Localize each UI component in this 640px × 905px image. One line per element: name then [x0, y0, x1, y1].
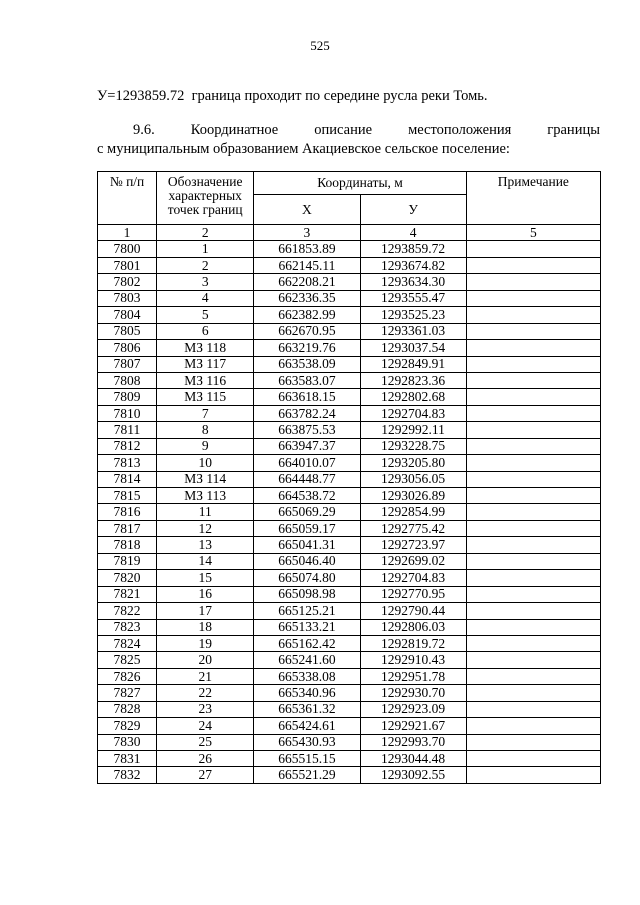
cell-y: 1293026.89	[360, 488, 466, 504]
cell-x: 663219.76	[254, 340, 360, 356]
cell-number: 7831	[98, 751, 157, 767]
table-row	[98, 685, 601, 701]
cell-x: 662145.11	[254, 257, 360, 273]
cell-note	[466, 438, 600, 454]
cell-x: 665424.61	[254, 718, 360, 734]
cell-number: 7807	[98, 356, 157, 372]
cell-y: 1293037.54	[360, 340, 466, 356]
cell-designation: 5	[157, 307, 254, 323]
cell-y: 1292910.43	[360, 652, 466, 668]
table-row	[98, 701, 601, 717]
header-y: У	[360, 195, 466, 225]
cell-x: 663782.24	[254, 405, 360, 421]
table-row	[98, 307, 601, 323]
cell-number: 7823	[98, 619, 157, 635]
cell-number: 7806	[98, 340, 157, 356]
cell-note	[466, 537, 600, 553]
cell-note	[466, 718, 600, 734]
cell-y: 1292704.83	[360, 405, 466, 421]
cell-x: 664538.72	[254, 488, 360, 504]
cell-number: 7815	[98, 488, 157, 504]
table-row	[98, 570, 601, 586]
cell-x: 665361.32	[254, 701, 360, 717]
section-heading	[97, 121, 600, 159]
cell-note	[466, 274, 600, 290]
cell-x: 665098.98	[254, 586, 360, 602]
cell-note	[466, 734, 600, 750]
cell-y: 1292723.97	[360, 537, 466, 553]
table-row	[98, 257, 601, 273]
cell-number: 7801	[98, 257, 157, 273]
table-row	[98, 290, 601, 306]
table-row	[98, 586, 601, 602]
column-number: 3	[254, 225, 360, 241]
cell-note	[466, 290, 600, 306]
cell-x: 663947.37	[254, 438, 360, 454]
cell-y: 1292770.95	[360, 586, 466, 602]
table-row	[98, 323, 601, 339]
cell-y: 1292992.11	[360, 422, 466, 438]
table-row	[98, 603, 601, 619]
cell-designation: 27	[157, 767, 254, 783]
table-row	[98, 553, 601, 569]
coordinates-table	[97, 171, 601, 784]
cell-note	[466, 422, 600, 438]
cell-designation: 8	[157, 422, 254, 438]
cell-note	[466, 488, 600, 504]
table-row	[98, 274, 601, 290]
cell-x: 665162.42	[254, 635, 360, 651]
cell-designation: МЗ 117	[157, 356, 254, 372]
cell-designation: 19	[157, 635, 254, 651]
cell-x: 665046.40	[254, 553, 360, 569]
cell-designation: 25	[157, 734, 254, 750]
cell-note	[466, 603, 600, 619]
cell-designation: 13	[157, 537, 254, 553]
cell-designation: МЗ 116	[157, 372, 254, 388]
cell-note	[466, 751, 600, 767]
cell-number: 7826	[98, 668, 157, 684]
table-row	[98, 422, 601, 438]
cell-x: 663538.09	[254, 356, 360, 372]
cell-number: 7812	[98, 438, 157, 454]
cell-designation: 16	[157, 586, 254, 602]
cell-x: 665041.31	[254, 537, 360, 553]
cell-number: 7824	[98, 635, 157, 651]
section-word: описание	[314, 122, 373, 138]
cell-number: 7816	[98, 504, 157, 520]
header-designation: Обозначение характерных точек границ	[157, 172, 254, 225]
cell-designation: 10	[157, 455, 254, 471]
cell-x: 663875.53	[254, 422, 360, 438]
cell-designation: 22	[157, 685, 254, 701]
cell-number: 7804	[98, 307, 157, 323]
table-row	[98, 504, 601, 520]
cell-note	[466, 652, 600, 668]
cell-designation: 17	[157, 603, 254, 619]
cell-note	[466, 340, 600, 356]
column-number: 2	[157, 225, 254, 241]
cell-y: 1292951.78	[360, 668, 466, 684]
cell-number: 7821	[98, 586, 157, 602]
cell-designation: 1	[157, 241, 254, 257]
table-row	[98, 537, 601, 553]
cell-y: 1292819.72	[360, 635, 466, 651]
cell-note	[466, 504, 600, 520]
cell-note	[466, 685, 600, 701]
cell-y: 1292704.83	[360, 570, 466, 586]
cell-designation: 12	[157, 520, 254, 536]
cell-y: 1292849.91	[360, 356, 466, 372]
cell-y: 1292921.67	[360, 718, 466, 734]
cell-x: 661853.89	[254, 241, 360, 257]
cell-designation: МЗ 114	[157, 471, 254, 487]
cell-designation: 18	[157, 619, 254, 635]
cell-note	[466, 405, 600, 421]
cell-designation: 20	[157, 652, 254, 668]
cell-note	[466, 323, 600, 339]
cell-number: 7800	[98, 241, 157, 257]
column-number: 1	[98, 225, 157, 241]
cell-number: 7819	[98, 553, 157, 569]
cell-designation: 21	[157, 668, 254, 684]
table-row	[98, 652, 601, 668]
cell-x: 664010.07	[254, 455, 360, 471]
cell-note	[466, 668, 600, 684]
cell-note	[466, 471, 600, 487]
cell-number: 7818	[98, 537, 157, 553]
page-number: 525	[310, 38, 330, 53]
column-number: 5	[466, 225, 600, 241]
table-row	[98, 767, 601, 783]
section-number: 9.6.	[133, 122, 155, 138]
cell-y: 1292993.70	[360, 734, 466, 750]
table-row	[98, 734, 601, 750]
table-row	[98, 389, 601, 405]
cell-designation: 3	[157, 274, 254, 290]
cell-note	[466, 455, 600, 471]
cell-x: 665338.08	[254, 668, 360, 684]
cell-note	[466, 635, 600, 651]
column-numbers-row	[98, 225, 601, 241]
table-row	[98, 438, 601, 454]
cell-note	[466, 767, 600, 783]
cell-x: 665521.29	[254, 767, 360, 783]
cell-note	[466, 619, 600, 635]
cell-designation: 14	[157, 553, 254, 569]
cell-designation: 2	[157, 257, 254, 273]
cell-y: 1292806.03	[360, 619, 466, 635]
cell-number: 7803	[98, 290, 157, 306]
cell-designation: МЗ 115	[157, 389, 254, 405]
cell-number: 7832	[98, 767, 157, 783]
cell-number: 7820	[98, 570, 157, 586]
cell-x: 665074.80	[254, 570, 360, 586]
cell-designation: 23	[157, 701, 254, 717]
cell-designation: 24	[157, 718, 254, 734]
cell-designation: 26	[157, 751, 254, 767]
header-note: Примечание	[466, 172, 600, 225]
cell-x: 665340.96	[254, 685, 360, 701]
cell-designation: МЗ 118	[157, 340, 254, 356]
section-heading-second-line: с муниципальным образованием Акациевское сельское поселение:	[97, 141, 510, 157]
header-coordinates: Координаты, м	[254, 172, 466, 195]
cell-x: 663618.15	[254, 389, 360, 405]
cell-note	[466, 586, 600, 602]
cell-number: 7811	[98, 422, 157, 438]
cell-y: 1293044.48	[360, 751, 466, 767]
cell-x: 662208.21	[254, 274, 360, 290]
cell-y: 1292775.42	[360, 520, 466, 536]
cell-number: 7802	[98, 274, 157, 290]
cell-x: 665133.21	[254, 619, 360, 635]
cell-designation: 15	[157, 570, 254, 586]
cell-y: 1292802.68	[360, 389, 466, 405]
cell-y: 1293205.80	[360, 455, 466, 471]
table-row	[98, 405, 601, 421]
cell-x: 663583.07	[254, 372, 360, 388]
section-word: Координатное	[190, 122, 279, 138]
cell-designation: 6	[157, 323, 254, 339]
cell-designation: МЗ 113	[157, 488, 254, 504]
cell-note	[466, 241, 600, 257]
cell-y: 1292790.44	[360, 603, 466, 619]
section-word: местоположения	[408, 122, 512, 138]
cell-y: 1293056.05	[360, 471, 466, 487]
cell-x: 665069.29	[254, 504, 360, 520]
cell-y: 1293228.75	[360, 438, 466, 454]
table-row	[98, 635, 601, 651]
cell-number: 7809	[98, 389, 157, 405]
cell-designation: 11	[157, 504, 254, 520]
cell-y: 1293361.03	[360, 323, 466, 339]
header-number: № п/п	[98, 172, 157, 225]
cell-x: 662336.35	[254, 290, 360, 306]
cell-designation: 4	[157, 290, 254, 306]
header-x: X	[254, 195, 360, 225]
cell-note	[466, 570, 600, 586]
cell-note	[466, 389, 600, 405]
table-row	[98, 340, 601, 356]
cell-number: 7825	[98, 652, 157, 668]
table-row	[98, 471, 601, 487]
cell-x: 662670.95	[254, 323, 360, 339]
table-row	[98, 520, 601, 536]
cell-x: 665430.93	[254, 734, 360, 750]
table-row	[98, 488, 601, 504]
section-word: границы	[547, 122, 600, 138]
cell-note	[466, 520, 600, 536]
table-row	[98, 619, 601, 635]
table-row	[98, 356, 601, 372]
cell-y: 1293859.72	[360, 241, 466, 257]
cell-y: 1292930.70	[360, 685, 466, 701]
table-row	[98, 455, 601, 471]
cell-note	[466, 257, 600, 273]
cell-number: 7822	[98, 603, 157, 619]
cell-x: 665515.15	[254, 751, 360, 767]
cell-y: 1292923.09	[360, 701, 466, 717]
cell-note	[466, 553, 600, 569]
cell-designation: 7	[157, 405, 254, 421]
table-row	[98, 751, 601, 767]
cell-note	[466, 307, 600, 323]
cell-number: 7805	[98, 323, 157, 339]
cell-note	[466, 372, 600, 388]
cell-number: 7827	[98, 685, 157, 701]
cell-y: 1293092.55	[360, 767, 466, 783]
section-heading-first-line	[97, 121, 600, 140]
cell-y: 1293674.82	[360, 257, 466, 273]
cell-number: 7814	[98, 471, 157, 487]
cell-y: 1293634.30	[360, 274, 466, 290]
cell-x: 665125.21	[254, 603, 360, 619]
cell-y: 1293555.47	[360, 290, 466, 306]
cell-number: 7830	[98, 734, 157, 750]
table-row	[98, 372, 601, 388]
column-number: 4	[360, 225, 466, 241]
cell-y: 1292699.02	[360, 553, 466, 569]
cell-x: 665059.17	[254, 520, 360, 536]
cell-y: 1292823.36	[360, 372, 466, 388]
cell-x: 665241.60	[254, 652, 360, 668]
cell-number: 7813	[98, 455, 157, 471]
cell-number: 7808	[98, 372, 157, 388]
cell-y: 1293525.23	[360, 307, 466, 323]
table-row	[98, 241, 601, 257]
cell-note	[466, 356, 600, 372]
table-row	[98, 668, 601, 684]
table-body	[98, 241, 601, 783]
intro-line: У=1293859.72 граница проходит по середине русла реки Томь.	[97, 88, 488, 104]
cell-note	[466, 701, 600, 717]
cell-number: 7829	[98, 718, 157, 734]
cell-number: 7828	[98, 701, 157, 717]
cell-x: 664448.77	[254, 471, 360, 487]
table-row	[98, 718, 601, 734]
cell-designation: 9	[157, 438, 254, 454]
cell-number: 7817	[98, 520, 157, 536]
cell-number: 7810	[98, 405, 157, 421]
cell-x: 662382.99	[254, 307, 360, 323]
cell-y: 1292854.99	[360, 504, 466, 520]
